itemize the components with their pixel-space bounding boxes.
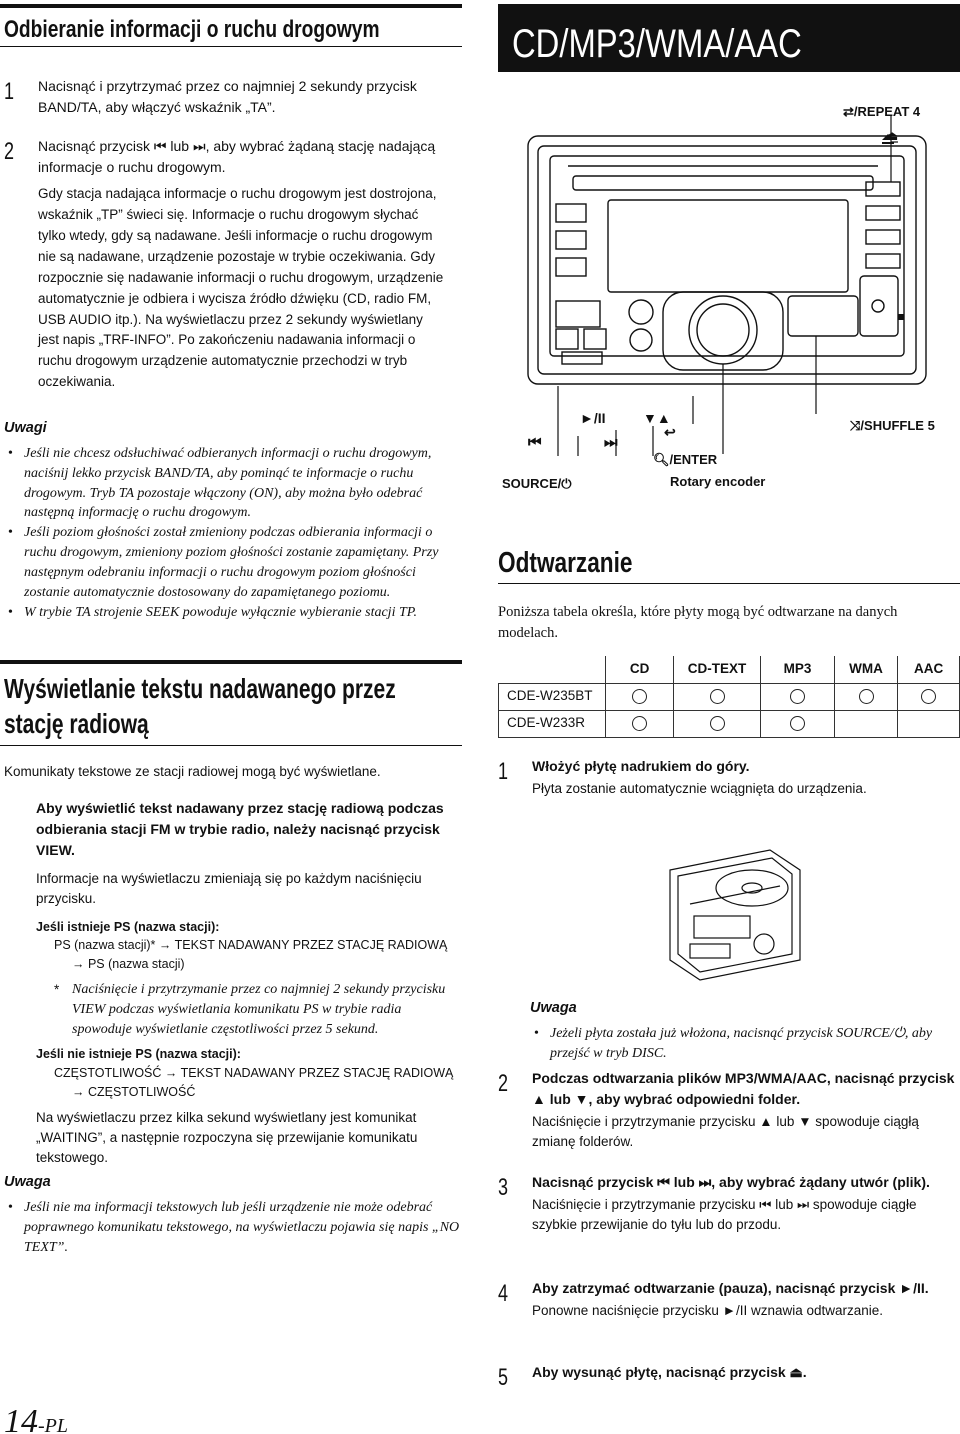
step-instruction: Aby zatrzymać odtwarzanie (pauza), nacisnąć przycisk ►/II. (532, 1280, 929, 1296)
support-cell (673, 710, 760, 737)
col-header: WMA (834, 656, 898, 683)
section-title-traffic: Odbieranie informacji o ruchu drogowym (4, 16, 380, 43)
step-detail: Płyta zostanie automatycznie wciągnięta do urządzenia. (532, 781, 867, 796)
shuffle-icon: ⤨ (850, 418, 861, 433)
support-cell (761, 710, 834, 737)
play-step-5 (498, 1362, 960, 1391)
play-note (530, 998, 960, 1064)
step-instruction: Podczas odtwarzania plików MP3/WMA/AAC, nacisnąć przycisk ▲ lub ▼, aby wybrać odpowiedni folder. (532, 1070, 955, 1107)
header-title: CD/MP3/WMA/AAC (512, 22, 802, 66)
note-item: • Jeżeli płyta została już włożona, nacisnąć przycisk SOURCE/⏻, aby przejść w tryb DISC. (530, 1024, 960, 1064)
step-number: 2 (498, 1070, 509, 1097)
notes-block (4, 418, 460, 623)
repeat-label (843, 102, 920, 122)
play-step-4 (498, 1278, 960, 1321)
enter-label (653, 450, 717, 470)
odtwarzanie-underline (498, 583, 960, 584)
table-corner (499, 656, 606, 683)
traffic-step-1 (4, 76, 444, 118)
compat-table (498, 656, 960, 738)
table-row (499, 683, 960, 710)
support-cell (761, 683, 834, 710)
rds-note (4, 1172, 460, 1257)
supported-circle-icon (790, 716, 805, 731)
table-row (499, 710, 960, 737)
supported-circle-icon (790, 689, 805, 704)
model-cell: CDE-W235BT (499, 683, 606, 710)
section2-top-rule (0, 660, 462, 664)
step-number: 4 (498, 1280, 509, 1307)
device-diagram (498, 96, 960, 498)
support-cell (673, 683, 760, 710)
ps-sequence-2: → PS (nazwa stacji) (72, 957, 185, 971)
note-item: • W trybie TA strojenie SEEK powoduje wyłącznie wybieranie stacji TP. (4, 603, 460, 623)
support-cell (606, 683, 673, 710)
support-cell (898, 710, 960, 737)
page-number (4, 1396, 68, 1434)
head-unit-illustration (498, 96, 960, 498)
disc-insert-drawing (660, 840, 810, 990)
supported-circle-icon (859, 689, 874, 704)
page-number-suffix: -PL (38, 1415, 68, 1434)
note-item: • Jeśli nie ma informacji tekstowych lub jeśli urządzenie nie może odebrać poprawnego komunikatu tekstowego, na wyświetlaczu pojawia się napis „NO TEXT”. (4, 1198, 460, 1258)
rds-body (36, 798, 462, 1168)
return-icon: ↩ (664, 424, 676, 440)
step-number: 1 (4, 78, 15, 105)
prev-icon: ⏮ (528, 434, 542, 451)
odtwarzanie-title: Odtwarzanie (498, 547, 633, 579)
support-cell (834, 683, 898, 710)
up-down-label: ▼▲ (643, 410, 671, 426)
note-item: • Jeśli poziom głośności został zmieniony podczas odbierania informacji o ruchu drogowym, zmieniony poziom głośności zostanie zapamiętany. Przy następnym odebraniu informacji o ruchu drogowym poziom głośności zostanie automatycznie dostosowany do zapamiętanego poziomu. (4, 523, 460, 603)
rotary-label: Rotary encoder (670, 474, 766, 489)
table-header-row (499, 656, 960, 683)
step-instruction: Aby wysunąć płytę, nacisnąć przycisk ⏏. (532, 1364, 807, 1380)
step-instruction: Włożyć płytę nadrukiem do góry. (532, 758, 750, 774)
compat-table-wrap (498, 656, 960, 738)
col-header: CD (606, 656, 673, 683)
supported-circle-icon (921, 689, 936, 704)
supported-circle-icon (632, 689, 647, 704)
play-pause-label: ►/II (580, 410, 606, 426)
footnote-mark: * (54, 981, 60, 997)
section2-title-underline (0, 745, 462, 746)
notes-title: Uwagi (4, 420, 47, 436)
nops-sequence-2: → CZĘSTOTLIWOŚĆ (72, 1084, 196, 1099)
disc-insert-illustration (660, 840, 810, 990)
power-icon: ⏻ (561, 476, 572, 491)
step-description: Gdy stacja nadająca informacje o ruchu drogowym jest dostrojona, wskaźnik „TP” świeci się. Informacje o ruchu drogowym słychać tylko wtedy, gdy są nadawane. Jeśli informacje o ruchu drogowym nie są nadawane, urządzenie pozostaje w trybie oczekiwania. Gdy rozpocznie się nadawanie informacji o ruchu drogowym, urządzenie automatycznie je odbiera i wycisza źródło dźwięku (CD, radio FM, USB AUDIO itp.). Na wyświetlaczu przez 2 sekundy wyświetlany jest napis „TRF-INFO”. Po zakończeniu nadawania informacji o ruchu drogowym urządzenie automatycznie przechodzi w tryb oczekiwania. (38, 186, 444, 390)
nops-sequence-1: CZĘSTOTLIWOŚĆ → TEKST NADAWANY PRZEZ STACJĘ RADIOWĄ (54, 1066, 454, 1081)
eject-icon: ⏏ (886, 128, 899, 143)
step-number: 3 (498, 1174, 509, 1201)
step-number: 2 (4, 138, 15, 165)
supported-circle-icon (632, 716, 647, 731)
enter-text: /ENTER (669, 452, 718, 467)
rds-info: Informacje na wyświetlaczu zmieniają się po każdym naciśnięciu przycisku. (36, 871, 422, 907)
ps-sequence-1: PS (nazwa stacji)* → TEKST NADAWANY PRZEZ STACJĘ RADIOWĄ (54, 938, 448, 953)
play-step-3 (498, 1172, 960, 1236)
shuffle-label (850, 416, 935, 436)
source-label (502, 474, 572, 494)
footnote-text: Naciśnięcie i przytrzymanie przez co najmniej 2 sekundy przycisku VIEW podczas wyświetlania komunikatu PS w trybie radia spowoduje wyświetlanie częstotliwości przez 5 sekund. (72, 981, 446, 1037)
section-title-rds-line1: Wyświetlanie tekstu nadawanego przez (4, 673, 396, 704)
search-icon: 🔍︎ (653, 452, 670, 467)
note-title: Uwaga (4, 1174, 51, 1190)
col-header: MP3 (761, 656, 834, 683)
section-title-rds-line2: stację radiową (4, 708, 149, 739)
shuffle-text: /SHUFFLE 5 (860, 418, 935, 433)
header-banner (498, 4, 960, 72)
odtwarzanie-intro: Poniższa tabela określa, które płyty mogą być odtwarzane na danych modelach. (498, 604, 898, 642)
next-icon: ⏭ (604, 434, 618, 451)
waiting-text: Na wyświetlaczu przez kilka sekund wyświetlany jest komunikat „WAITING”, a następnie rozpoczyna się przewijanie komunikatu tekstowego. (36, 1109, 418, 1166)
section-title-underline (0, 46, 462, 47)
step-text: Nacisnąć przycisk ⏮ lub ⏭, aby wybrać żądaną stację nadającą informacje o ruchu drogowym. (38, 138, 436, 175)
step-text: Nacisnąć i przytrzymać przez co najmniej 2 sekundy przycisk BAND/TA, aby włączyć wskaźnik „TA”. (38, 78, 417, 115)
nops-heading: Jeśli nie istnieje PS (nazwa stacji): (36, 1047, 241, 1062)
support-cell (834, 710, 898, 737)
source-text: SOURCE/ (502, 476, 562, 491)
col-header: CD-TEXT (673, 656, 760, 683)
step-detail: Naciśnięcie i przytrzymanie przycisku ⏮ lub ⏭ spowoduje ciągłe szybkie przewijanie do tyłu lub do przodu. (532, 1197, 917, 1233)
footnote (36, 980, 462, 1040)
note-title: Uwaga (530, 1000, 577, 1016)
rds-intro: Komunikaty tekstowe ze stacji radiowej mogą być wyświetlane. (4, 764, 381, 779)
section-top-rule (0, 4, 462, 8)
support-cell (606, 710, 673, 737)
step-detail: Ponowne naciśnięcie przycisku ►/II wznawia odtwarzanie. (532, 1303, 884, 1318)
col-header: AAC (898, 656, 960, 683)
ps-heading: Jeśli istnieje PS (nazwa stacji): (36, 919, 220, 934)
supported-circle-icon (710, 689, 725, 704)
step-detail: Naciśnięcie i przytrzymanie przycisku ▲ lub ▼ spowoduje ciągłą zmianę folderów. (532, 1114, 919, 1150)
supported-circle-icon (710, 716, 725, 731)
traffic-step-2 (4, 136, 444, 393)
model-cell: CDE-W233R (499, 710, 606, 737)
step-number: 5 (498, 1364, 509, 1391)
rds-instruction: Aby wyświetlić tekst nadawany przez stację radiową podczas odbierania stacji FM w trybie radio, należy nacisnąć przycisk VIEW. (36, 800, 444, 858)
support-cell (898, 683, 960, 710)
step-instruction: Nacisnąć przycisk ⏮ lub ⏭, aby wybrać żądany utwór (plik). (532, 1174, 930, 1190)
play-step-1 (498, 756, 960, 799)
repeat-text: /REPEAT 4 (853, 104, 921, 119)
repeat-icon: ⇄ (843, 104, 854, 119)
step-number: 1 (498, 758, 509, 785)
page-number-digits: 14 (4, 1403, 38, 1434)
note-item: • Jeśli nie chcesz odsłuchiwać odbieranych informacji o ruchu drogowym, naciśnij lekko przycisk BAND/TA, aby pominąć te informacje o ruchu drogowym. Tryb TA pozostaje włączony (ON), aby można było odebrać następną informację o ruchu drogowym. (4, 444, 460, 524)
play-step-2 (498, 1068, 960, 1153)
